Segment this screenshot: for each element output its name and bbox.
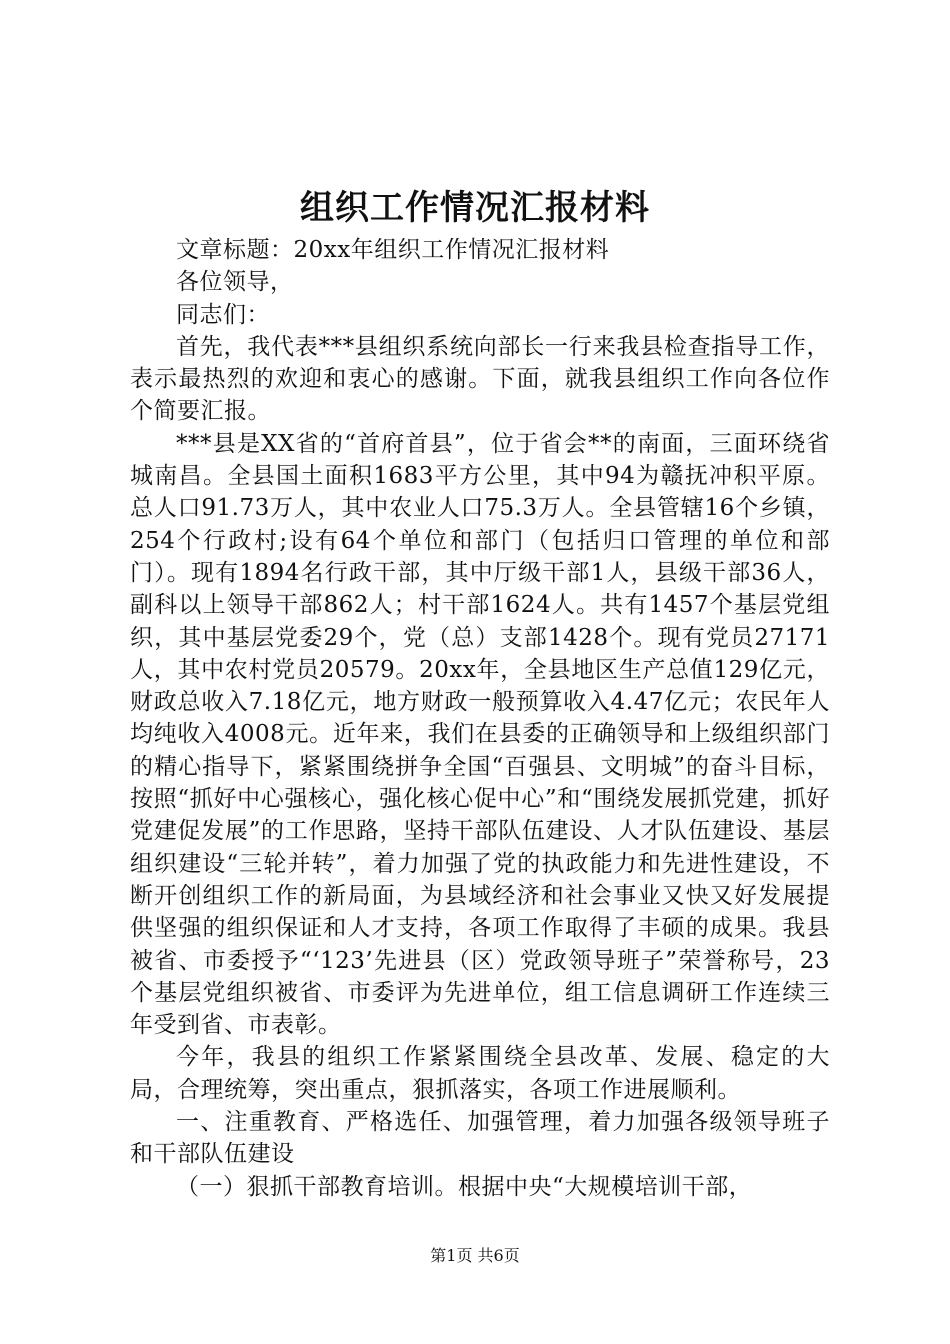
document-body	[130, 234, 830, 1203]
document-title: 组织工作情况汇报材料	[300, 188, 650, 228]
paragraph-this-year: 今年，我县的组织工作紧紧围绕全县改革、发展、稳定的大局，合理统筹，突出重点，狠抓落实，各项工作进展顺利。	[130, 1044, 830, 1103]
salutation-comrades: 同志们：	[176, 301, 270, 328]
paragraph-county-overview: ***县是XX省的“首府首县”，位于省会**的南面，三面环绕省城南昌。全县国土面积1683平方公里，其中94为赣抚冲积平原。总人口91.73万人，其中农业人口75.3万人。全县管辖16个乡镇，254个行政村;设有64个单位和部门（包括归口管理的单位和部门）。现有1894名行政干部，其中厅级干部1人，县级干部36人，副科以上领导干部862人；村干部1624人。共有1457个基层党组织，其中基层党委29个，党（总）支部1428个。现有党员27171人，其中农村党员20579。20xx年，全县地区生产总值129亿元，财政总收入7.18亿元，地方财政一般预算收入4.47亿元；农民年人均纯收入4008元。近年来，我们在县委的正确领导和上级组织部门的精心指导下，紧紧围绕拼争全国“百强县、文明城”的奋斗目标，按照“抓好中心强核心，强化核心促中心”和“围绕发展抓党建，抓好党建促发展”的工作思路，坚持干部队伍建设、人才队伍建设、基层组织建设“三轮并转”，着力加强了党的执政能力和先进性建设，不断开创组织工作的新局面，为县域经济和社会事业又快又好发展提供坚强的组织保证和人才支持，各项工作取得了丰硕的成果。我县被省、市委授予“‘123’先进县（区）党政领导班子”荣誉称号，23个基层党组织被省、市委评为先进单位，组工信息调研工作连续三年受到省、市表彰。	[130, 430, 830, 1039]
article-title-line: 文章标题：20xx年组织工作情况汇报材料	[176, 237, 610, 263]
subsection-heading-1: （一）狠抓干部教育培训。根据中央“大规模培训干部，	[176, 1173, 753, 1200]
page-number: 第1页 共6页	[430, 1246, 520, 1265]
section-heading-1: 一、注重教育、严格选任、加强管理，着力加强各级领导班子和干部队伍建设	[130, 1109, 830, 1168]
paragraph-intro: 首先，我代表***县组织系统向部长一行来我县检查指导工作，表示最热烈的欢迎和衷心的感谢。下面，就我县组织工作向各位作个简要汇报。	[130, 333, 830, 425]
salutation-leaders: 各位领导，	[176, 269, 294, 296]
